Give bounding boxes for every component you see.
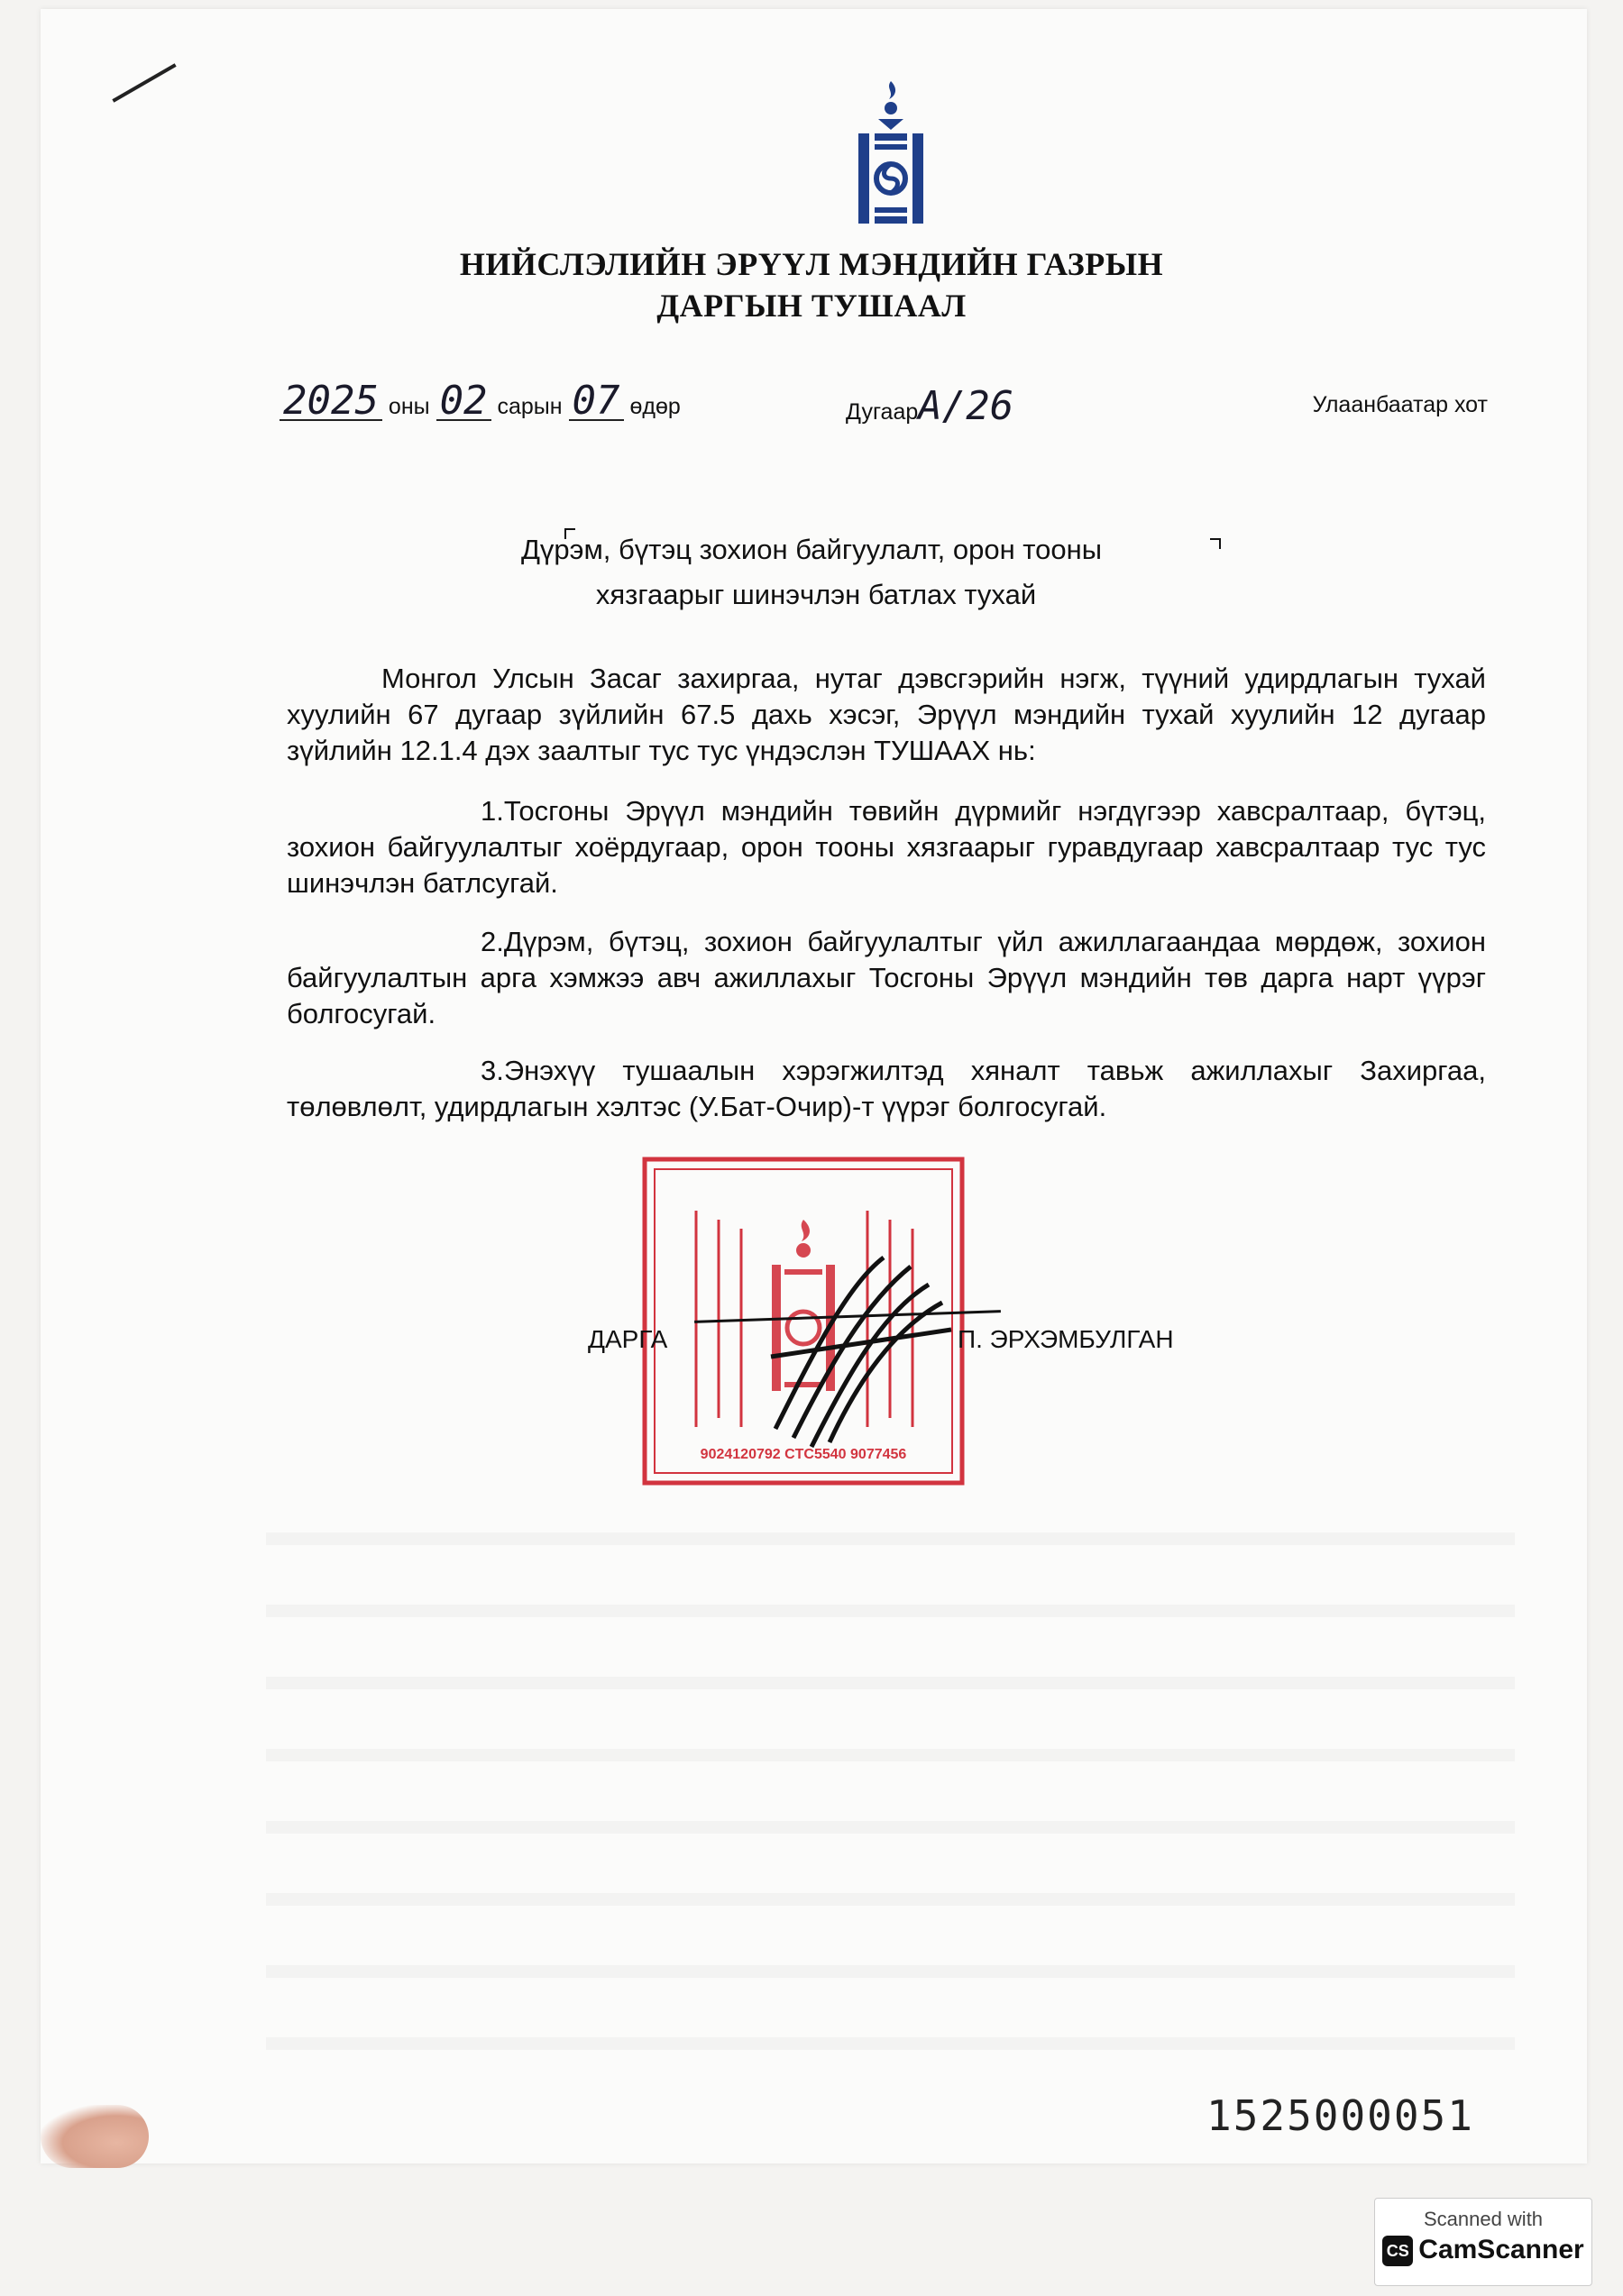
number-label: Дугаар [846,399,919,425]
date-month: 02 [436,383,491,421]
day-suffix: өдөр [629,394,681,419]
signatory-title: ДАРГА [588,1325,668,1353]
place-of-issue: Улаанбаатар хот [1312,392,1488,417]
document-number: A/26 [918,383,1014,429]
preamble-paragraph: Монгол Улсын Засаг захиргаа, нутаг дэвсгэрийн нэгж, түүний удирдлагын тухай хуулийн 67 дугаар зүйлийн 67.5 дахь хэсэг, Эрүүл мэндийн тухай хуулийн 12 дугаар зүйлийн 12.1.4 дэх заалтыг тус тус үндэслэн ТУШААХ нь: [287,663,1486,766]
organization-name: НИЙСЛЭЛИЙН ЭРҮҮЛ МЭНДИЙН ГАЗРЫН [459,246,1164,282]
finger-shadow [41,2105,149,2168]
subject-line-1: Дүрэм, бүтэц зохион байгуулалт, орон тооны [520,534,1103,565]
faded-bleedthrough-line [266,1749,1515,1761]
camscanner-logo-icon: CS [1382,2236,1413,2266]
faded-bleedthrough-line [266,1821,1515,1834]
date-year: 2025 [280,383,382,421]
stamp-codes: 9024120792 CTC5540 9077456 [700,1447,907,1462]
order-item-2: 2.Дүрэм, бүтэц, зохион байгуулалтыг үйл ажиллагаандаа мөрдөж, зохион байгуулалтын арга хэмжээ авч ажиллахыг Тосгоны Эрүүл мэндийн төв дарга нарт үүрэг болгосугай. [287,926,1486,1029]
subject-line-2: хязгаарыг шинэчлэн батлах тухай [595,579,1037,610]
document-serial-number: 1525000051 [1206,2091,1474,2140]
faded-bleedthrough-line [266,2037,1515,2050]
faded-bleedthrough-line [266,1532,1515,1545]
month-suffix: сарын [497,394,563,419]
faded-bleedthrough-line [266,1893,1515,1906]
order-item-3: 3.Энэхүү тушаалын хэрэгжилтэд хяналт тавьж ажиллахыг Захиргаа, төлөвлөлт, удирдлагын хэлтэс (У.Бат-Очир)-т үүрэг болгосугай. [287,1055,1486,1122]
signatory-name: П. ЭРХЭМБУЛГАН [958,1325,1174,1353]
faded-bleedthrough-line [266,1677,1515,1689]
year-suffix: оны [388,394,430,419]
watermark-brand-text: CamScanner [1418,2235,1584,2264]
date-line [280,378,681,424]
document-type-title: ДАРГЫН ТУШААЛ [656,288,967,324]
camscanner-watermark [1374,2198,1592,2286]
order-item-1: 1.Тосгоны Эрүүл мэндийн төвийн дүрмийг нэгдүгээр хавсралтаар, бүтэц, зохион байгуулалтыг хоёрдугаар, орон тооны хязгаарыг гуравдугаар хавсралтаар тус тус шинэчлэн батлсугай. [287,795,1486,899]
handwritten-signature [757,1249,956,1456]
subject-heading [0,527,1623,617]
faded-bleedthrough-line [266,1965,1515,1978]
document-number-line [846,383,1013,429]
watermark-brand [1375,2235,1591,2266]
date-day: 07 [569,383,624,421]
faded-bleedthrough-line [266,1605,1515,1617]
soyombo-emblem-icon [855,79,927,233]
watermark-top-text: Scanned with [1423,2208,1544,2230]
